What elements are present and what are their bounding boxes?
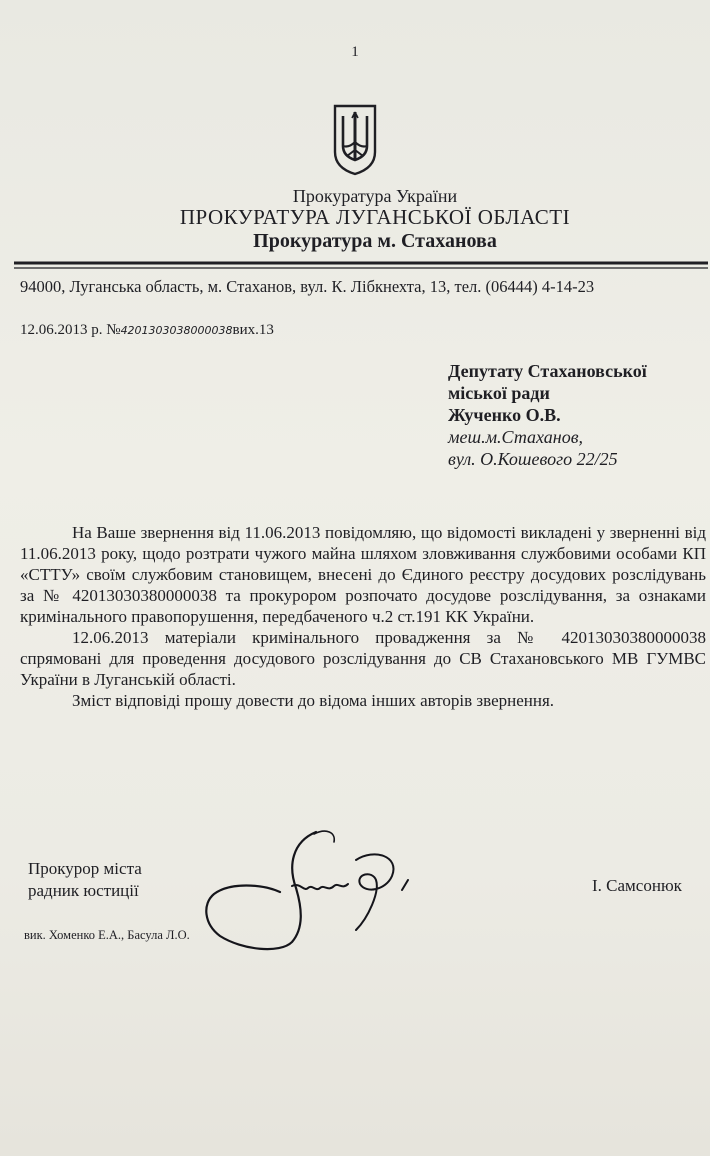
body-paragraph: 12.06.2013 матеріали кримінального провадження за № 42013030380000038 спрямовані для проведення досудового розслідування до СВ Стахановського МВ ГУМВС України в Луганській області. <box>20 628 706 689</box>
letter-body <box>20 522 706 711</box>
org-line-oblast: ПРОКУРАТУРА ЛУГАНСЬКОЇ ОБЛАСТІ <box>179 205 571 229</box>
page-number: 1 <box>351 44 359 60</box>
addressee-city: меш.м.Стаханов, <box>448 427 584 447</box>
body-paragraph: Зміст відповіді прошу довести до відома інших авторів звернення. <box>72 691 555 710</box>
office-address: 94000, Луганська область, м. Стаханов, вул. К. Лібкнехта, 13, тел. (06444) 4-14-23 <box>20 277 595 296</box>
signatory-name: І. Самсонюк <box>592 876 682 895</box>
handwritten-signature <box>196 826 416 958</box>
handwritten-number: 4201303038000038 <box>120 324 233 337</box>
addressee-line: Депутату Стахановської <box>448 361 647 381</box>
outgoing-date: 12.06.2013 р. № <box>20 322 121 338</box>
outgoing-reference <box>20 322 274 339</box>
signatory-title-line: радник юстиції <box>28 881 139 900</box>
org-line-ukraine: Прокуратура України <box>292 186 458 206</box>
signatory-title <box>28 858 142 902</box>
signatory-title-line: Прокурор міста <box>28 859 142 878</box>
addressee-block <box>448 360 647 470</box>
outgoing-suffix: вих.13 <box>232 322 274 338</box>
addressee-line: міської ради <box>448 383 550 403</box>
addressee-name: Жученко О.В. <box>448 405 561 425</box>
trident-emblem-icon <box>332 104 378 176</box>
executor-note: вик. Хоменко Е.А., Басула Л.О. <box>24 928 190 942</box>
header-divider <box>14 260 708 274</box>
org-line-city: Прокуратура м. Стаханова <box>253 230 497 252</box>
body-paragraph: На Ваше звернення від 11.06.2013 повідомляю, що відомості викладені у зверненні від 11.06.2013 року, щодо розтрати чужого майна шляхом зловживання службовими особами КП «СТТУ» своїм службовим становищем, внесені до Єдиного реєстру досудових розслідувань за № 42013030380000038 та прокурором розпочато досудове розслідування, за ознаками кримінального правопорушення, передбаченого ч.2 ст.191 КК України. <box>20 523 706 626</box>
addressee-street: вул. О.Кошевого 22/25 <box>448 449 618 469</box>
